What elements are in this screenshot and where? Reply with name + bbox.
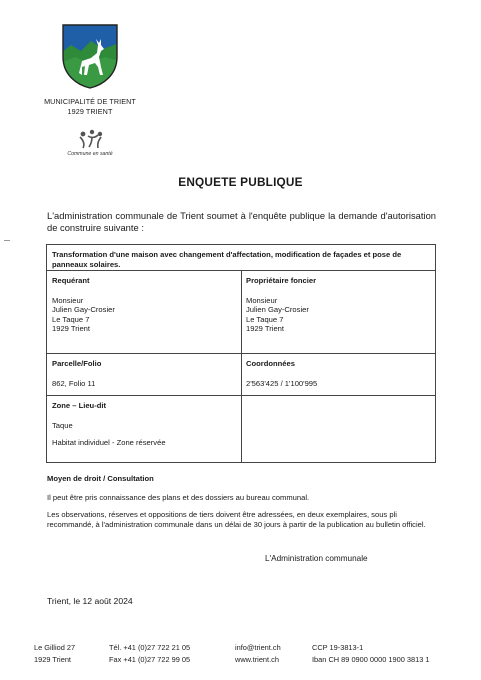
footer-line: Tél. +41 (0)27 722 21 05 (109, 643, 191, 652)
commune-en-sante-logo (77, 128, 105, 150)
table-divider (47, 353, 435, 354)
footer-contact (235, 642, 310, 665)
proprietaire-line: Le Taque 7 (246, 314, 284, 324)
commune-crest-logo (61, 23, 119, 89)
municipality-line2: 1929 TRIENT (67, 107, 113, 116)
footer-line: Fax +41 (0)27 722 99 05 (109, 654, 191, 664)
requerant-label: Requérant (52, 276, 90, 285)
zone-cell (52, 401, 237, 448)
permit-table (46, 244, 436, 463)
requerant-line: Monsieur (52, 295, 84, 305)
footer-line: CCP 19-3813-1 (312, 643, 364, 652)
requerant-line: Julien Gay-Crosier (52, 305, 115, 315)
date-line: Trient, le 12 août 2024 (47, 596, 133, 606)
footer-line: 1929 Trient (34, 654, 71, 664)
requerant-line: Le Taque 7 (52, 314, 90, 324)
commune-en-sante-label: Commune en santé (67, 151, 113, 157)
municipality-name (30, 97, 150, 117)
requerant-cell (52, 276, 237, 334)
footer-website-link[interactable]: www.trient.ch (235, 654, 279, 664)
project-description (52, 250, 430, 269)
table-divider (47, 395, 435, 396)
project-description-text: Transformation d'une maison avec changement d'affectation, modification de façades et pose de panneaux solaires. (52, 250, 402, 269)
page-title: ENQUETE PUBLIQUE (178, 175, 303, 189)
proprietaire-line: Julien Gay-Crosier (246, 305, 309, 315)
footer-bank (312, 642, 477, 665)
intro-paragraph: L'administration communale de Trient soumet à l'enquête publique la demande d'autorisation de construire suivante : (47, 210, 436, 233)
consultation-paragraph: Il peut être pris connaissance des plans et des dossiers au bureau communal. (47, 493, 310, 502)
footer-line: Iban CH 89 0900 0000 1900 3813 1 (312, 654, 430, 664)
footer-address (34, 642, 109, 665)
proprietaire-label: Propriétaire foncier (246, 276, 317, 285)
parcelle-value: 862, Folio 11 (52, 378, 96, 388)
footer-phone (109, 642, 229, 665)
footer-email-link[interactable]: info@trient.ch (235, 643, 281, 652)
proprietaire-line: Monsieur (246, 295, 278, 305)
coordonnees-label: Coordonnées (246, 359, 295, 368)
zone-value: Taque (52, 420, 73, 430)
footer-line: Le Gilliod 27 (34, 643, 76, 652)
proprietaire-line: 1929 Trient (246, 324, 284, 334)
parcelle-cell (52, 359, 237, 388)
zone-value: Habitat individuel - Zone réservée (52, 438, 166, 448)
coordonnees-cell (246, 359, 431, 388)
requerant-line: 1929 Trient (52, 324, 90, 334)
margin-mark (4, 240, 10, 241)
observations-paragraph: Les observations, réserves et oppositions de tiers doivent être adressées, en deux exemplaires, sous pli recommandé, à l'administration communale dans un délai de 30 jours à partir de la publication au bulletin officiel. (47, 510, 426, 529)
moyen-de-droit-heading: Moyen de droit / Consultation (47, 474, 154, 483)
municipality-line1: MUNICIPALITÉ DE TRIENT (44, 97, 136, 106)
proprietaire-cell (246, 276, 431, 334)
coordonnees-value: 2'563'425 / 1'100'995 (246, 378, 318, 388)
signature: L'Administration communale (265, 554, 368, 563)
table-column-divider (241, 270, 242, 463)
zone-label: Zone – Lieu-dit (52, 401, 106, 410)
moyen-de-droit-title (47, 474, 439, 484)
parcelle-label: Parcelle/Folio (52, 359, 102, 368)
